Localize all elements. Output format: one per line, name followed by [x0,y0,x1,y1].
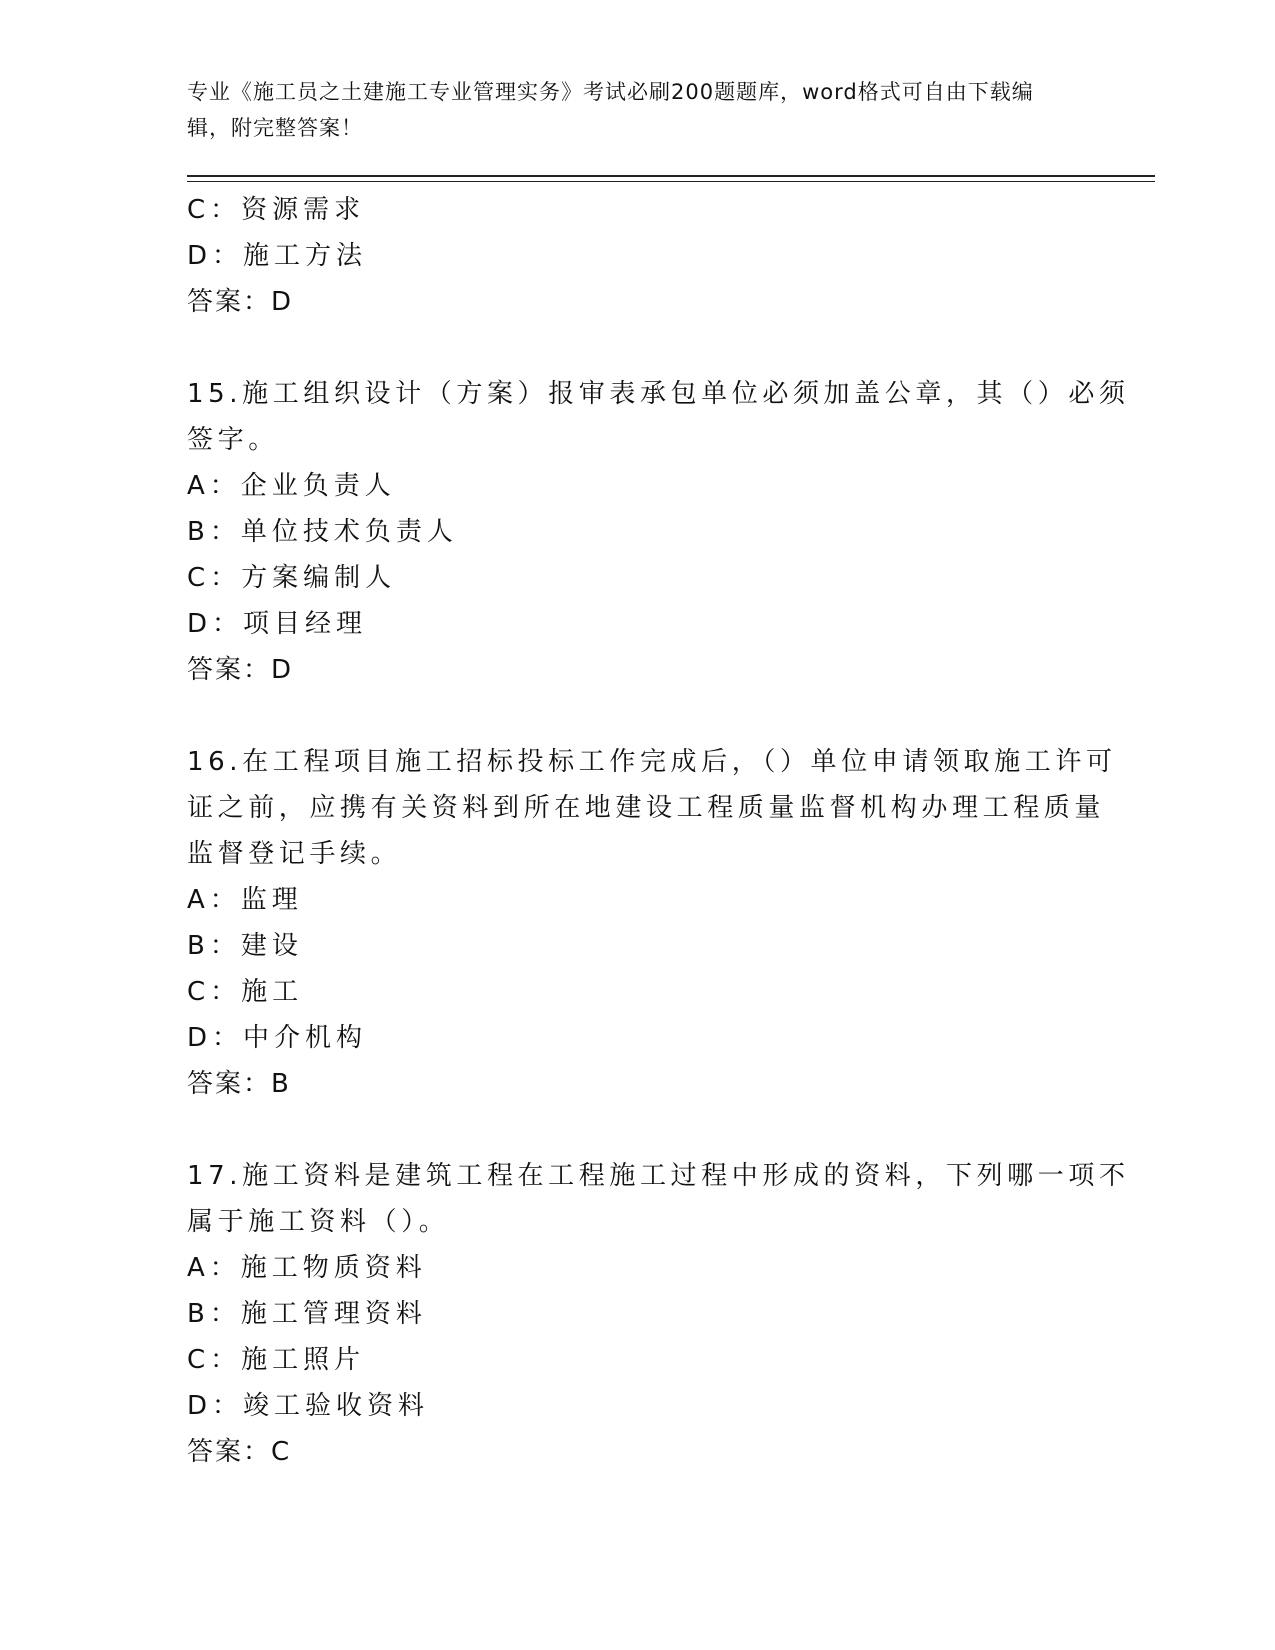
q17-stem-line-1: 17.施工资料是建筑工程在工程施工过程中形成的资料，下列哪一项不 [187,1161,1130,1191]
q16-option-a: A：监理 [187,885,303,915]
q14-option-d: D：施工方法 [187,241,368,271]
q16-answer: 答案：B [187,1069,291,1099]
q15-option-c: C：方案编制人 [187,563,397,593]
q16-stem-line-1: 16.在工程项目施工招标投标工作完成后，（）单位申请领取施工许可 [187,747,1117,777]
q17-option-c: C：施工照片 [187,1345,366,1375]
q14-answer: 答案：D [187,287,294,317]
header-divider-thin [187,181,1155,182]
q17-option-b: B：施工管理资料 [187,1299,427,1329]
q17-answer: 答案：C [187,1437,292,1467]
q15-option-b: B：单位技术负责人 [187,517,458,547]
q16-option-d: D：中介机构 [187,1023,368,1053]
q15-option-d: D：项目经理 [187,609,368,639]
q15-stem-line-1: 15.施工组织设计（方案）报审表承包单位必须加盖公章，其（）必须 [187,379,1130,409]
q16-stem-line-3: 监督登记手续。 [187,839,402,869]
q17-option-d: D：竣工验收资料 [187,1391,430,1421]
header-divider-thick [187,175,1155,177]
q15-option-a: A：企业负责人 [187,471,396,501]
q16-stem-line-2: 证之前，应携有关资料到所在地建设工程质量监督机构办理工程质量 [187,793,1106,823]
q14-option-c: C：资源需求 [187,195,366,225]
q17-option-a: A：施工物质资料 [187,1253,427,1283]
q16-option-c: C：施工 [187,977,304,1007]
q17-stem-line-2: 属于施工资料（）。 [187,1207,450,1237]
q16-option-b: B：建设 [187,931,303,961]
document-header: 专业《施工员之土建施工专业管理实务》考试必刷200题题库，word格式可自由下载编辑，附完整答案！ [187,80,1034,140]
q15-answer: 答案：D [187,655,294,685]
q15-stem-line-2: 签字。 [187,425,279,455]
